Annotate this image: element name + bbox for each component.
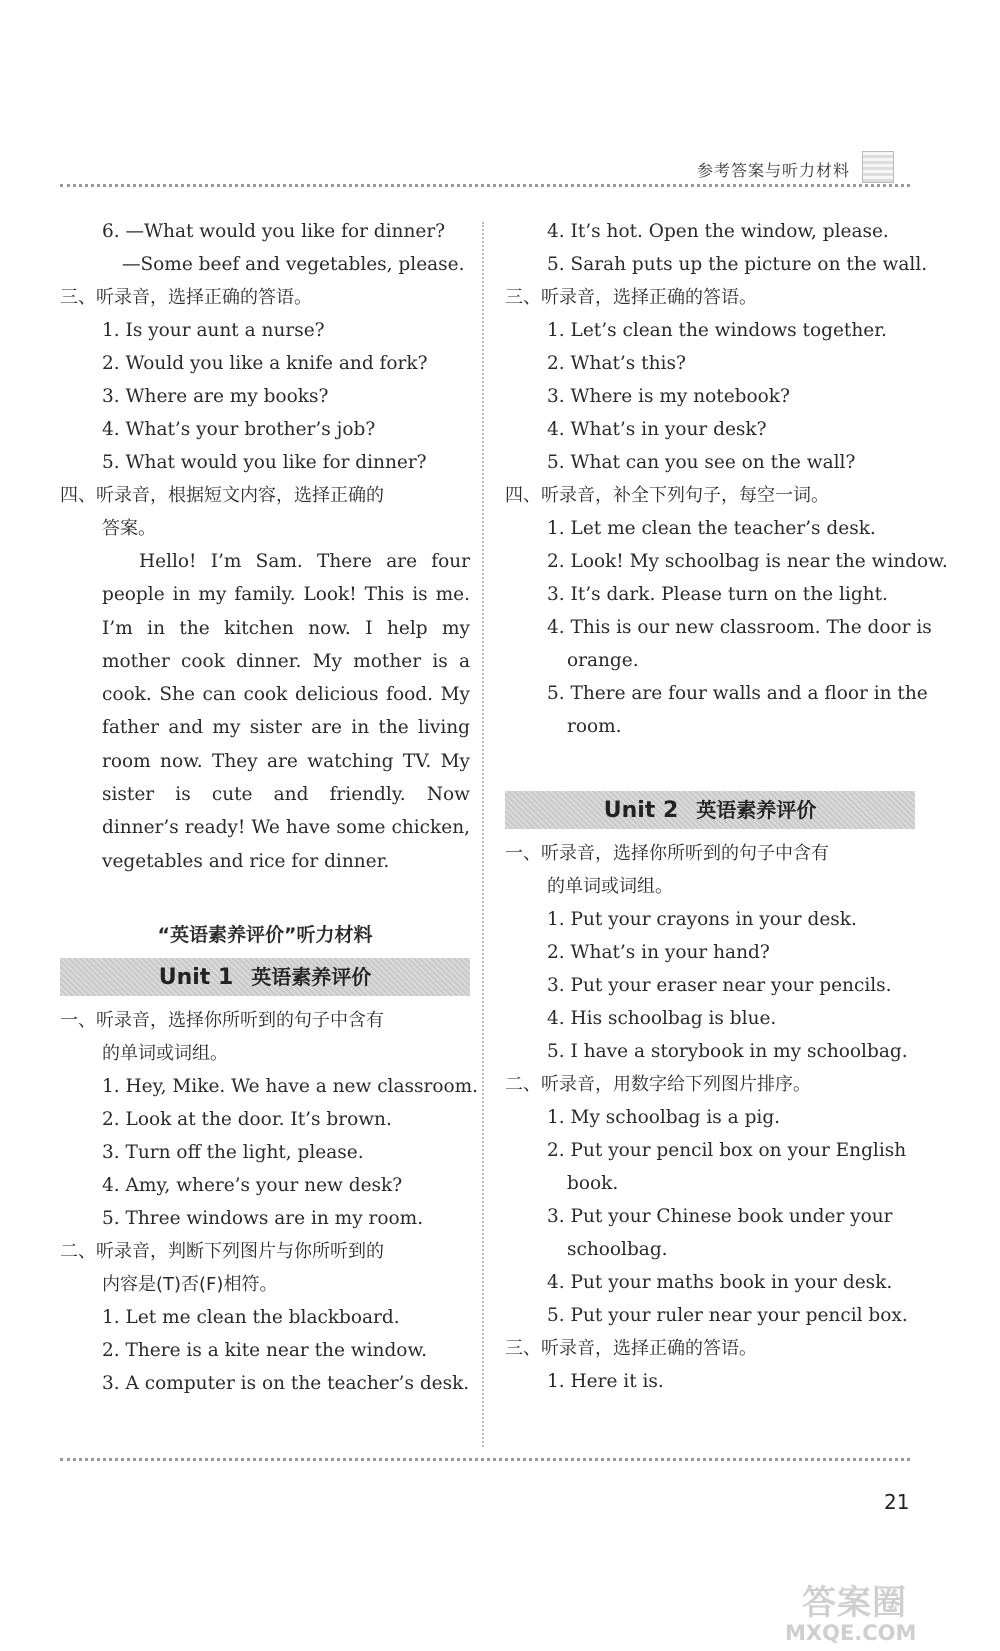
unit-number: Unit 2 [603, 798, 679, 823]
list-item-continuation: orange. [567, 650, 639, 671]
list-item: 1. Let’s clean the windows together. [547, 320, 887, 341]
footer-divider [60, 1458, 910, 1461]
section-heading: 四、听录音，补全下列句子，每空一词。 [505, 485, 829, 506]
list-item: 2. What’s this? [547, 353, 686, 374]
list-item: 3. It’s dark. Please turn on the light. [547, 584, 888, 605]
header-title: 参考答案与听力材料 [696, 161, 850, 180]
section-heading: 二、听录音，判断下列图片与你所听到的 [60, 1240, 384, 1262]
list-item: 1. Here it is. [547, 1371, 664, 1392]
list-item-continuation: room. [567, 716, 622, 737]
list-item: 1. Hey, Mike. We have a new classroom. [102, 1075, 479, 1097]
list-item: 3. A computer is on the teacher’s desk. [102, 1372, 470, 1394]
list-item: 5. Three windows are in my room. [102, 1207, 424, 1229]
unit-banner [60, 958, 470, 996]
list-item: 3. Put your Chinese book under your [547, 1206, 893, 1227]
column-divider [482, 222, 484, 1447]
list-item: 4. It’s hot. Open the window, please. [547, 221, 889, 242]
section-heading: 二、听录音，用数字给下列图片排序。 [505, 1074, 811, 1095]
list-item: 2. What’s in your hand? [547, 942, 770, 963]
list-item: 5. What can you see on the wall? [547, 452, 856, 473]
header-divider [60, 184, 910, 187]
list-item: 1. Is your aunt a nurse? [102, 320, 325, 341]
list-item: 3. Where is my notebook? [547, 386, 790, 407]
unit-number: Unit 1 [158, 964, 234, 990]
list-item: 4. This is our new classroom. The door is [547, 617, 932, 638]
section-heading: 三、听录音，选择正确的答语。 [60, 287, 312, 308]
list-item: 5. What would you like for dinner? [102, 452, 427, 473]
list-item: 3. Put your eraser near your pencils. [547, 975, 892, 996]
list-item: 4. Put your maths book in your desk. [547, 1272, 893, 1293]
list-item: 1. My schoolbag is a pig. [547, 1107, 781, 1128]
page-number: 21 [884, 1490, 910, 1514]
list-item: 5. Put your ruler near your pencil box. [547, 1305, 908, 1326]
materials-title: “英语素养评价”听力材料 [157, 923, 373, 946]
list-item: 2. There is a kite near the window. [102, 1339, 427, 1361]
list-item: 2. Look! My schoolbag is near the window. [547, 551, 948, 572]
watermark-url: MXQE.COM [785, 1621, 917, 1645]
header-book-icon [862, 151, 894, 183]
section-heading-continuation: 内容是(T)否(F)相符。 [102, 1273, 278, 1295]
list-item: 6. —What would you like for dinner? [102, 221, 446, 242]
section-heading-continuation: 答案。 [102, 518, 156, 539]
list-item: 3. Where are my books? [102, 386, 329, 407]
list-item: 3. Turn off the light, please. [102, 1141, 364, 1163]
section-heading: 一、听录音，选择你所听到的句子中含有 [505, 843, 829, 864]
list-item: 1. Put your crayons in your desk. [547, 909, 857, 930]
list-item: 5. I have a storybook in my schoolbag. [547, 1041, 908, 1062]
list-item-continuation: —Some beef and vegetables, please. [122, 254, 465, 275]
list-item-continuation: book. [567, 1173, 619, 1194]
section-heading-continuation: 的单词或词组。 [102, 1042, 228, 1064]
list-item: 4. Amy, where’s your new desk? [102, 1174, 403, 1196]
list-item: 4. His schoolbag is blue. [547, 1008, 777, 1029]
section-heading: 三、听录音，选择正确的答语。 [505, 1338, 757, 1359]
passage-text: Hello! I’m Sam. There are four people in my family. Look! This is me. I’m in the kitchen now. I help my mother cook dinner. My mother is a cook. She can cook delicious food. My father and my sister are in the living room now. They are watching TV. My sister is cute and friendly. Now dinner’s ready! We have some chicken, vegetables and rice for dinner. [102, 551, 470, 872]
list-item: 2. Put your pencil box on your English [547, 1140, 907, 1161]
section-heading: 三、听录音，选择正确的答语。 [505, 287, 757, 308]
unit-label: 英语素养评价 [251, 964, 372, 989]
watermark-logo: 答案圈 [802, 1583, 907, 1623]
unit-banner [505, 791, 915, 829]
left-column [60, 215, 479, 1400]
list-item: 2. Look at the door. It’s brown. [102, 1108, 392, 1130]
unit-label: 英语素养评价 [696, 798, 817, 822]
right-column [505, 215, 948, 1398]
section-heading: 一、听录音，选择你所听到的句子中含有 [60, 1009, 384, 1031]
list-item: 5. There are four walls and a floor in the [547, 683, 928, 704]
section-heading: 四、听录音，根据短文内容，选择正确的 [60, 485, 384, 506]
list-item: 1. Let me clean the blackboard. [102, 1306, 400, 1328]
list-item-continuation: schoolbag. [567, 1239, 668, 1260]
list-item: 5. Sarah puts up the picture on the wall. [547, 254, 928, 275]
list-item: 4. What’s your brother’s job? [102, 419, 376, 440]
spacer [505, 743, 915, 785]
list-item: 1. Let me clean the teacher’s desk. [547, 518, 876, 539]
list-item: 2. Would you like a knife and fork? [102, 353, 428, 374]
list-item: 4. What’s in your desk? [547, 419, 767, 440]
section-heading-continuation: 的单词或词组。 [547, 876, 673, 897]
